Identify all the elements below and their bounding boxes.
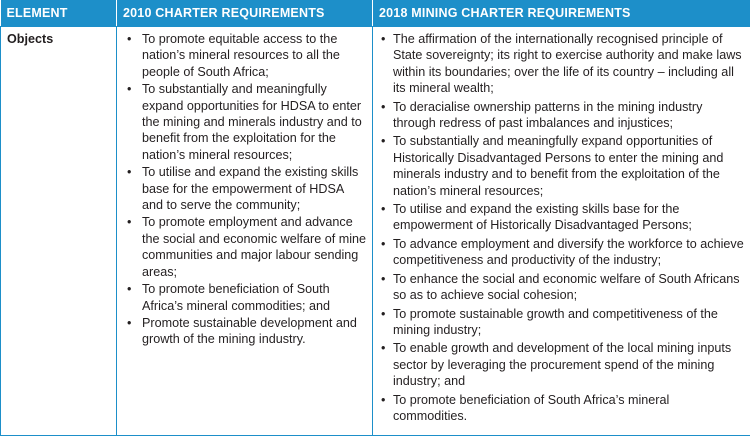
charter-2018-list: [379, 31, 744, 425]
list-item: • To utilise and expand the existing skills base for the empowerment of HDSA and to serve the community;: [142, 164, 366, 213]
list-item: • To promote beneficiation of South Africa’s mineral commodities; and: [142, 281, 366, 314]
charter-2010-cell: [117, 27, 373, 436]
charter-2018-cell: [373, 27, 750, 436]
list-item: • To promote sustainable growth and competitiveness of the mining industry;: [393, 306, 744, 340]
list-item: • To substantially and meaningfully expand opportunities of Historically Disadvantaged Persons to enter the mining and minerals industry and to benefit from the exploitation of the nation’s mineral resources;: [393, 133, 744, 200]
header-row: [1, 0, 750, 27]
element-label: Objects: [1, 27, 117, 436]
list-item: • To advance employment and diversify the workforce to achieve competitiveness and productivity of the industry;: [393, 236, 744, 270]
list-item: • To utilise and expand the existing skills base for the empowerment of Historically Disadvantaged Persons;: [393, 201, 744, 235]
table-row: [1, 27, 750, 436]
charter-2010-list: [123, 31, 366, 348]
list-item: • To substantially and meaningfully expand opportunities for HDSA to enter the mining and minerals industry and to benefit from the exploitation for the nation’s mineral resources;: [142, 81, 366, 163]
list-item: • To promote beneficiation of South Africa’s mineral commodities.: [393, 392, 744, 426]
header-2010-charter: 2010 CHARTER REQUIREMENTS: [117, 0, 373, 27]
list-item: • To promote employment and advance the social and economic welfare of mine communities and major labour sending areas;: [142, 214, 366, 280]
list-item: • To enable growth and development of the local mining inputs sector by leveraging the procurement spend of the mining industry; and: [393, 340, 744, 390]
header-2018-charter: 2018 MINING CHARTER REQUIREMENTS: [373, 0, 750, 27]
list-item: • To promote equitable access to the nation’s mineral resources to all the people of South Africa;: [142, 31, 366, 80]
list-item: • To enhance the social and economic welfare of South Africans so as to achieve social cohesion;: [393, 271, 744, 305]
list-item: • The affirmation of the internationally recognised principle of State sovereignty; its right to exercise authority and make laws within its boundaries; over the life of its country – including all its mineral wealth;: [393, 31, 744, 98]
list-item: • To deracialise ownership patterns in the mining industry through redress of past imbalances and injustices;: [393, 99, 744, 133]
list-item: • Promote sustainable development and growth of the mining industry.: [142, 315, 366, 348]
header-element: ELEMENT: [1, 0, 117, 27]
